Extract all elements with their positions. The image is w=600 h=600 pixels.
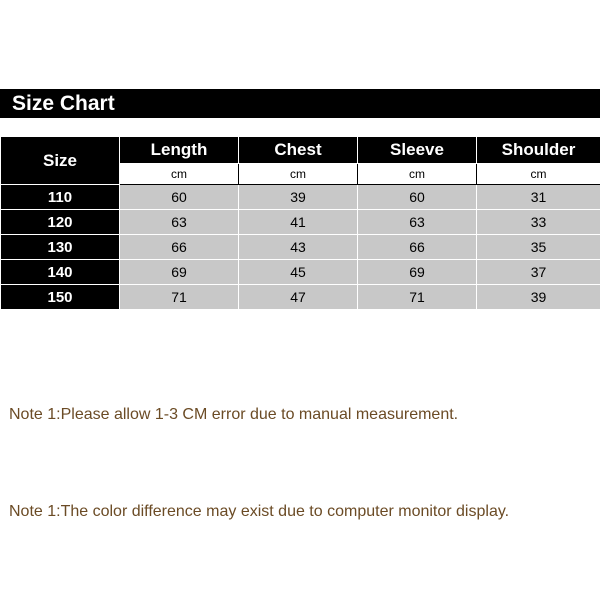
unit-cell: cm xyxy=(477,164,600,185)
sleeve-value: 71 xyxy=(358,285,477,310)
unit-cell: cm xyxy=(239,164,358,185)
shoulder-value: 31 xyxy=(477,185,600,210)
shoulder-value: 35 xyxy=(477,235,600,260)
size-cell: 130 xyxy=(1,235,120,260)
chest-value: 39 xyxy=(239,185,358,210)
size-cell: 120 xyxy=(1,210,120,235)
size-cell: 140 xyxy=(1,260,120,285)
shoulder-value: 37 xyxy=(477,260,600,285)
length-column-header: Length xyxy=(120,137,239,164)
sleeve-value: 63 xyxy=(358,210,477,235)
color-note: Note 1:The color difference may exist due to computer monitor display. xyxy=(9,503,510,520)
chest-value: 43 xyxy=(239,235,358,260)
sleeve-value: 60 xyxy=(358,185,477,210)
sleeve-value: 66 xyxy=(358,235,477,260)
title-bar xyxy=(0,89,600,118)
header-row xyxy=(1,137,600,164)
table-row xyxy=(1,185,600,210)
length-value: 66 xyxy=(120,235,239,260)
table-row xyxy=(1,285,600,310)
length-value: 69 xyxy=(120,260,239,285)
length-value: 63 xyxy=(120,210,239,235)
chest-column-header: Chest xyxy=(239,137,358,164)
table-row xyxy=(1,210,600,235)
table-row xyxy=(1,235,600,260)
measurement-note: Note 1:Please allow 1-3 CM error due to manual measurement. xyxy=(9,406,459,423)
table-row xyxy=(1,260,600,285)
size-cell: 110 xyxy=(1,185,120,210)
unit-cell: cm xyxy=(120,164,239,185)
chest-value: 47 xyxy=(239,285,358,310)
sleeve-column-header: Sleeve xyxy=(358,137,477,164)
page-title: Size Chart xyxy=(12,92,115,115)
length-value: 71 xyxy=(120,285,239,310)
shoulder-value: 39 xyxy=(477,285,600,310)
shoulder-column-header: Shoulder xyxy=(477,137,600,164)
chest-value: 45 xyxy=(239,260,358,285)
length-value: 60 xyxy=(120,185,239,210)
size-chart-table xyxy=(0,136,600,310)
size-cell: 150 xyxy=(1,285,120,310)
size-column-header: Size xyxy=(1,137,120,185)
sleeve-value: 69 xyxy=(358,260,477,285)
shoulder-value: 33 xyxy=(477,210,600,235)
unit-cell: cm xyxy=(358,164,477,185)
chest-value: 41 xyxy=(239,210,358,235)
